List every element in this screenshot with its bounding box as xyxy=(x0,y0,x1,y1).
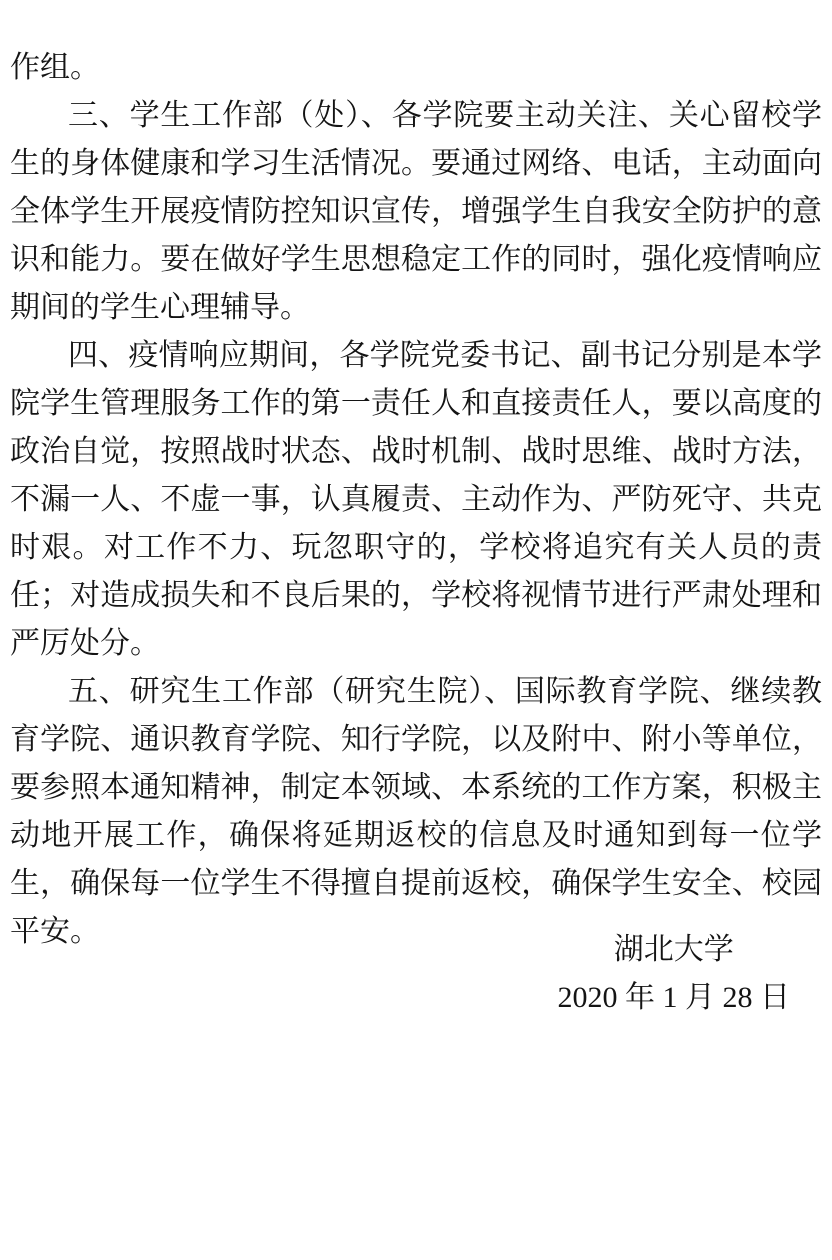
paragraph-continuation: 作组。 xyxy=(10,51,100,84)
signature-organization: 湖北大学 xyxy=(613,933,734,966)
document-body xyxy=(10,44,822,956)
signature-date: 2020 年 1 月 28 日 xyxy=(557,981,790,1014)
signature-block xyxy=(558,926,791,1022)
paragraph-item-4: 四、疫情响应期间，各学院党委书记、副书记分别是本学院学生管理服务工作的第一责任人和直接责任人，要以高度的政治自觉，按照战时状态、战时机制、战时思维、战时方法，不漏一人、不虚一事，认真履责、主动作为、严防死守、共克时艰。对工作不力、玩忽职守的，学校将追究有关人员的责任；对造成损失和不良后果的，学校将视情节进行严肃处理和严厉处分。 xyxy=(10,339,822,660)
paragraph-item-3: 三、学生工作部（处）、各学院要主动关注、关心留校学生的身体健康和学习生活情况。要通过网络、电话，主动面向全体学生开展疫情防控知识宣传，增强学生自我安全防护的意识和能力。要在做好学生思想稳定工作的同时，强化疫情响应期间的学生心理辅导。 xyxy=(10,99,822,324)
paragraph-item-5: 五、研究生工作部（研究生院）、国际教育学院、继续教育学院、通识教育学院、知行学院，以及附中、附小等单位，要参照本通知精神，制定本领域、本系统的工作方案，积极主动地开展工作，确保将延期返校的信息及时通知到每一位学生，确保每一位学生不得擅自提前返校，确保学生安全、校园平安。 xyxy=(10,675,822,948)
